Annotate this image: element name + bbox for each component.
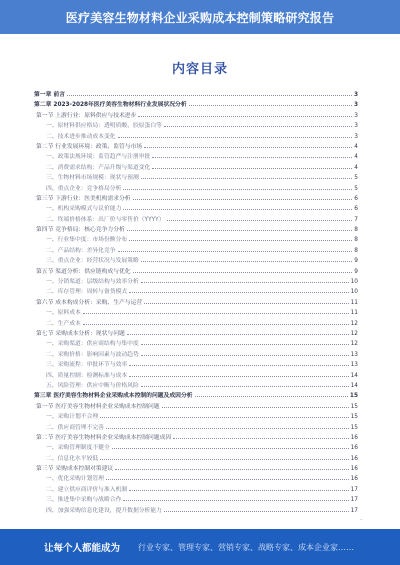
toc-entry-page: 7 — [354, 216, 358, 223]
toc-leader-dots — [162, 407, 349, 408]
toc-leader-dots — [123, 189, 352, 190]
toc-entry-page: 9 — [354, 258, 358, 265]
toc-entry-text: 第二节 医疗美容生物材料企业采购成本控制问题成因 — [36, 434, 172, 441]
toc-leader-dots — [195, 396, 348, 397]
toc-entry-page: 11 — [350, 310, 358, 317]
toc-entry[interactable] — [34, 194, 358, 204]
toc-entry-text: 一、政策法规环境：监管趋严与注册审批 — [46, 154, 151, 161]
toc-entry-text: 第四节 竞争格局：核心竞争力分析 — [36, 227, 125, 234]
toc-entry-page: 4 — [354, 154, 358, 161]
toc-entry-page: 13 — [350, 362, 358, 369]
toc-entry-text: 第三节 采购成本控制对策建议 — [36, 466, 114, 473]
toc-entry-text: 一、分销渠道：层级结构与效率分析 — [46, 279, 139, 286]
toc-entry[interactable] — [34, 371, 358, 381]
toc-entry-text: 一、采购计划不合理 — [46, 414, 99, 421]
toc-entry-text: 四、重点企业：竞争格局分析 — [46, 185, 122, 192]
report-title: 医疗美容生物材料企业采购成本控制策略研究报告 — [65, 10, 335, 25]
toc-entry-page: 3 — [353, 102, 358, 109]
toc-entry-text: 第二节 行业发展环境：政策、监管与市场 — [36, 143, 143, 150]
toc-entry-text: 一、优化采购计划管理 — [46, 476, 104, 483]
toc-entry-page: 12 — [350, 330, 358, 337]
toc-entry[interactable] — [34, 111, 358, 121]
toc-entry-page: 16 — [350, 476, 358, 483]
toc-entry-page: 16 — [350, 445, 358, 452]
footer-lead: 让每个人都能成为 — [44, 543, 121, 554]
toc-entry[interactable] — [34, 267, 358, 277]
toc-entry[interactable] — [34, 402, 358, 412]
toc-entry-text: 第六节 成本构成分析：采购、生产与运营 — [36, 299, 143, 306]
toc-leader-dots — [83, 313, 349, 314]
toc-leader-dots — [133, 199, 353, 200]
toc-entry[interactable] — [34, 329, 358, 339]
toc-entry[interactable] — [34, 298, 358, 308]
toc-entry-text: 第五节 渠道分析：供应链构成与优化 — [36, 268, 131, 275]
toc-leader-dots — [141, 178, 353, 179]
toc-entry[interactable] — [34, 339, 358, 349]
toc-entry[interactable] — [34, 423, 358, 433]
toc-entry-text: 二、采购价格：影响因素与波动趋势 — [46, 351, 139, 358]
toc-leader-dots — [100, 417, 348, 418]
toc-entry[interactable] — [34, 100, 358, 110]
toc-leader-dots — [141, 355, 349, 356]
toc-entry-page: 3 — [353, 92, 358, 98]
toc-entry-page: 4 — [354, 164, 358, 171]
toc-entry[interactable] — [34, 391, 358, 401]
toc-entry-text: 第一节 上游行业：原料供应与技术进步 — [36, 112, 137, 119]
toc-entry[interactable] — [34, 173, 358, 183]
toc-entry-text: 第二章 2023-2028年医疗美容生物材料行业发展状况分析 — [34, 102, 187, 109]
toc-leader-dots — [118, 251, 353, 252]
toc-entry-text: 三、生物材料市场规模：现状与预测 — [46, 175, 139, 182]
toc-entry-page: 10 — [350, 279, 358, 286]
toc-entry[interactable] — [34, 454, 358, 464]
toc-entry[interactable] — [34, 350, 358, 360]
toc-entry-page: 8 — [354, 237, 358, 244]
toc-list — [34, 90, 358, 516]
toc-entry-text: 二、信息化水平较低 — [46, 455, 99, 462]
toc-entry[interactable] — [34, 360, 358, 370]
toc-entry-text: 二、终端价格体系：出厂价与零售价（YYYY） — [46, 216, 165, 223]
toc-leader-dots — [167, 220, 353, 221]
toc-entry-page: 8 — [354, 227, 358, 234]
toc-entry[interactable] — [34, 433, 358, 443]
toc-entry-page: 14 — [350, 382, 358, 389]
toc-entry-text: 二、库存管理：周转与备货模式 — [46, 289, 128, 296]
toc-entry[interactable] — [34, 256, 358, 266]
toc-entry-page: 10 — [350, 289, 358, 296]
toc-entry-text: 一、采购管理制度不健全 — [46, 445, 110, 452]
toc-entry-text: 第一节 医疗美容生物材料企业采购成本控制问题 — [36, 403, 160, 410]
toc-entry-text: 一、采购渠道：供应商结构与集中度 — [46, 341, 139, 348]
toc-leader-dots — [67, 95, 352, 96]
toc-entry[interactable] — [34, 412, 358, 422]
toc-leader-dots — [129, 240, 352, 241]
toc-entry-page: 3 — [354, 123, 358, 130]
toc-entry[interactable] — [34, 506, 358, 516]
toc-entry[interactable] — [34, 464, 358, 474]
toc-leader-dots — [144, 147, 352, 148]
toc-leader-dots — [115, 469, 348, 470]
toc-entry[interactable] — [34, 204, 358, 214]
toc-entry-page: 9 — [354, 268, 358, 275]
toc-entry-page: 16 — [350, 434, 358, 441]
toc-leader-dots — [83, 324, 349, 325]
toc-entry[interactable] — [34, 90, 358, 100]
toc-entry-page: 16 — [350, 466, 358, 473]
toc-leader-dots — [129, 365, 348, 366]
toc-leader-dots — [164, 126, 352, 127]
toc-entry-text: 第一章 前言 — [34, 92, 66, 98]
toc-leader-dots — [173, 438, 348, 439]
toc-leader-dots — [144, 303, 348, 304]
toc-entry-text: 二、产品结构：差异化竞争 — [46, 247, 116, 254]
toc-leader-dots — [189, 105, 352, 106]
toc-entry-page: 17 — [350, 507, 358, 514]
toc-entry-text: 三、重点企业：经营状况与发展策略 — [46, 258, 139, 265]
toc-entry-page: 12 — [350, 320, 358, 327]
toc-page — [28, 40, 372, 525]
toc-entry[interactable] — [34, 308, 358, 318]
toc-entry-page: 11 — [350, 299, 358, 306]
toc-entry[interactable] — [34, 215, 358, 225]
toc-entry-text: 二、供应商管理不完善 — [46, 424, 104, 431]
footer-banner — [0, 529, 400, 565]
toc-entry[interactable] — [34, 443, 358, 453]
toc-entry-text: 二、技术进步推动成本变化 — [46, 133, 116, 140]
toc-entry-page: 12 — [350, 341, 358, 348]
toc-entry-text: 一、机构采购模式与议价能力 — [46, 206, 122, 213]
toc-entry[interactable] — [34, 246, 358, 256]
toc-leader-dots — [118, 137, 353, 138]
toc-leader-dots — [152, 168, 352, 169]
toc-entry-page: 8 — [354, 247, 358, 254]
toc-entry-page: 4 — [354, 143, 358, 150]
toc-entry-text: 三、推进集中采购与战略合作 — [46, 497, 122, 504]
toc-entry[interactable] — [34, 152, 358, 162]
toc-leader-dots — [127, 334, 349, 335]
toc-entry-page: 6 — [354, 206, 358, 213]
toc-entry-page: 15 — [350, 403, 358, 410]
toc-entry[interactable] — [34, 287, 358, 297]
toc-entry[interactable] — [34, 132, 358, 142]
toc-entry-text: 五、风险管理：供应中断与价格风险 — [46, 382, 139, 389]
toc-entry-page: 3 — [354, 112, 358, 119]
toc-leader-dots — [141, 282, 349, 283]
toc-entry-text: 第三章 医疗美容生物材料企业采购成本控制的问题及成因分析 — [34, 393, 193, 400]
toc-heading: 内容目录 — [171, 62, 228, 77]
toc-entry[interactable] — [34, 163, 358, 173]
toc-leader-dots — [138, 116, 352, 117]
toc-leader-dots — [141, 344, 349, 345]
toc-entry-page: 5 — [354, 175, 358, 182]
toc-entry-text: 二、生产成本 — [46, 320, 81, 327]
toc-entry[interactable] — [34, 184, 358, 194]
toc-entry-text: 三、采购流程：审批环节与效率 — [46, 362, 128, 369]
toc-leader-dots — [123, 500, 348, 501]
page-number: - — [360, 517, 362, 523]
toc-entry-text: 四、加强采购信息化建设，提升数据分析能力 — [46, 507, 162, 514]
toc-leader-dots — [112, 448, 349, 449]
toc-entry[interactable] — [34, 485, 358, 495]
toc-entry[interactable] — [34, 474, 358, 484]
toc-leader-dots — [152, 157, 352, 158]
toc-entry-page: 5 — [354, 185, 358, 192]
toc-leader-dots — [106, 428, 349, 429]
toc-entry-page: 6 — [354, 195, 358, 202]
toc-leader-dots — [141, 386, 349, 387]
toc-entry-page: 13 — [350, 351, 358, 358]
toc-leader-dots — [129, 376, 348, 377]
toc-leader-dots — [133, 272, 353, 273]
toc-entry[interactable] — [34, 319, 358, 329]
toc-entry-page: 15 — [350, 424, 358, 431]
toc-entry-page: 15 — [349, 393, 358, 400]
toc-entry[interactable] — [34, 381, 358, 391]
toc-entry-page: 15 — [350, 414, 358, 421]
toc-leader-dots — [106, 479, 349, 480]
toc-entry-text: 四、质量控制：检测标准与成本 — [46, 372, 128, 379]
footer-tagline: 行业专家、管理专家、营销专家、战略专家、成本企业家…… — [138, 542, 355, 552]
report-header-banner — [0, 0, 400, 34]
toc-entry-text: 一、原料成本 — [46, 310, 81, 317]
toc-entry[interactable] — [34, 277, 358, 287]
toc-entry[interactable] — [34, 225, 358, 235]
toc-entry-page: 17 — [350, 497, 358, 504]
toc-leader-dots — [129, 490, 348, 491]
toc-entry-text: 二、消费需求结构：产品升级与渠道变化 — [46, 164, 151, 171]
toc-entry[interactable] — [34, 121, 358, 131]
toc-entry-text: 第三节 下游行业：医美机构需求分析 — [36, 195, 131, 202]
toc-entry-page: 17 — [350, 486, 358, 493]
toc-leader-dots — [129, 292, 348, 293]
toc-leader-dots — [127, 230, 353, 231]
toc-entry-text: 一、行业集中度：市场份额分布 — [46, 237, 128, 244]
toc-entry[interactable] — [34, 495, 358, 505]
toc-entry-text: 二、建立供应商评价与准入机制 — [46, 486, 128, 493]
toc-leader-dots — [164, 511, 349, 512]
toc-entry[interactable] — [34, 235, 358, 245]
toc-entry-text: 一、原材料供应格局：透明质酸、胶原蛋白等 — [46, 123, 162, 130]
toc-entry-page: 3 — [354, 133, 358, 140]
toc-leader-dots — [100, 459, 348, 460]
toc-leader-dots — [123, 209, 352, 210]
toc-entry[interactable] — [34, 142, 358, 152]
toc-leader-dots — [141, 261, 353, 262]
toc-entry-page: 16 — [350, 455, 358, 462]
toc-entry-text: 第七节 采购成本分析：现状与问题 — [36, 330, 125, 337]
toc-entry-page: 14 — [350, 372, 358, 379]
